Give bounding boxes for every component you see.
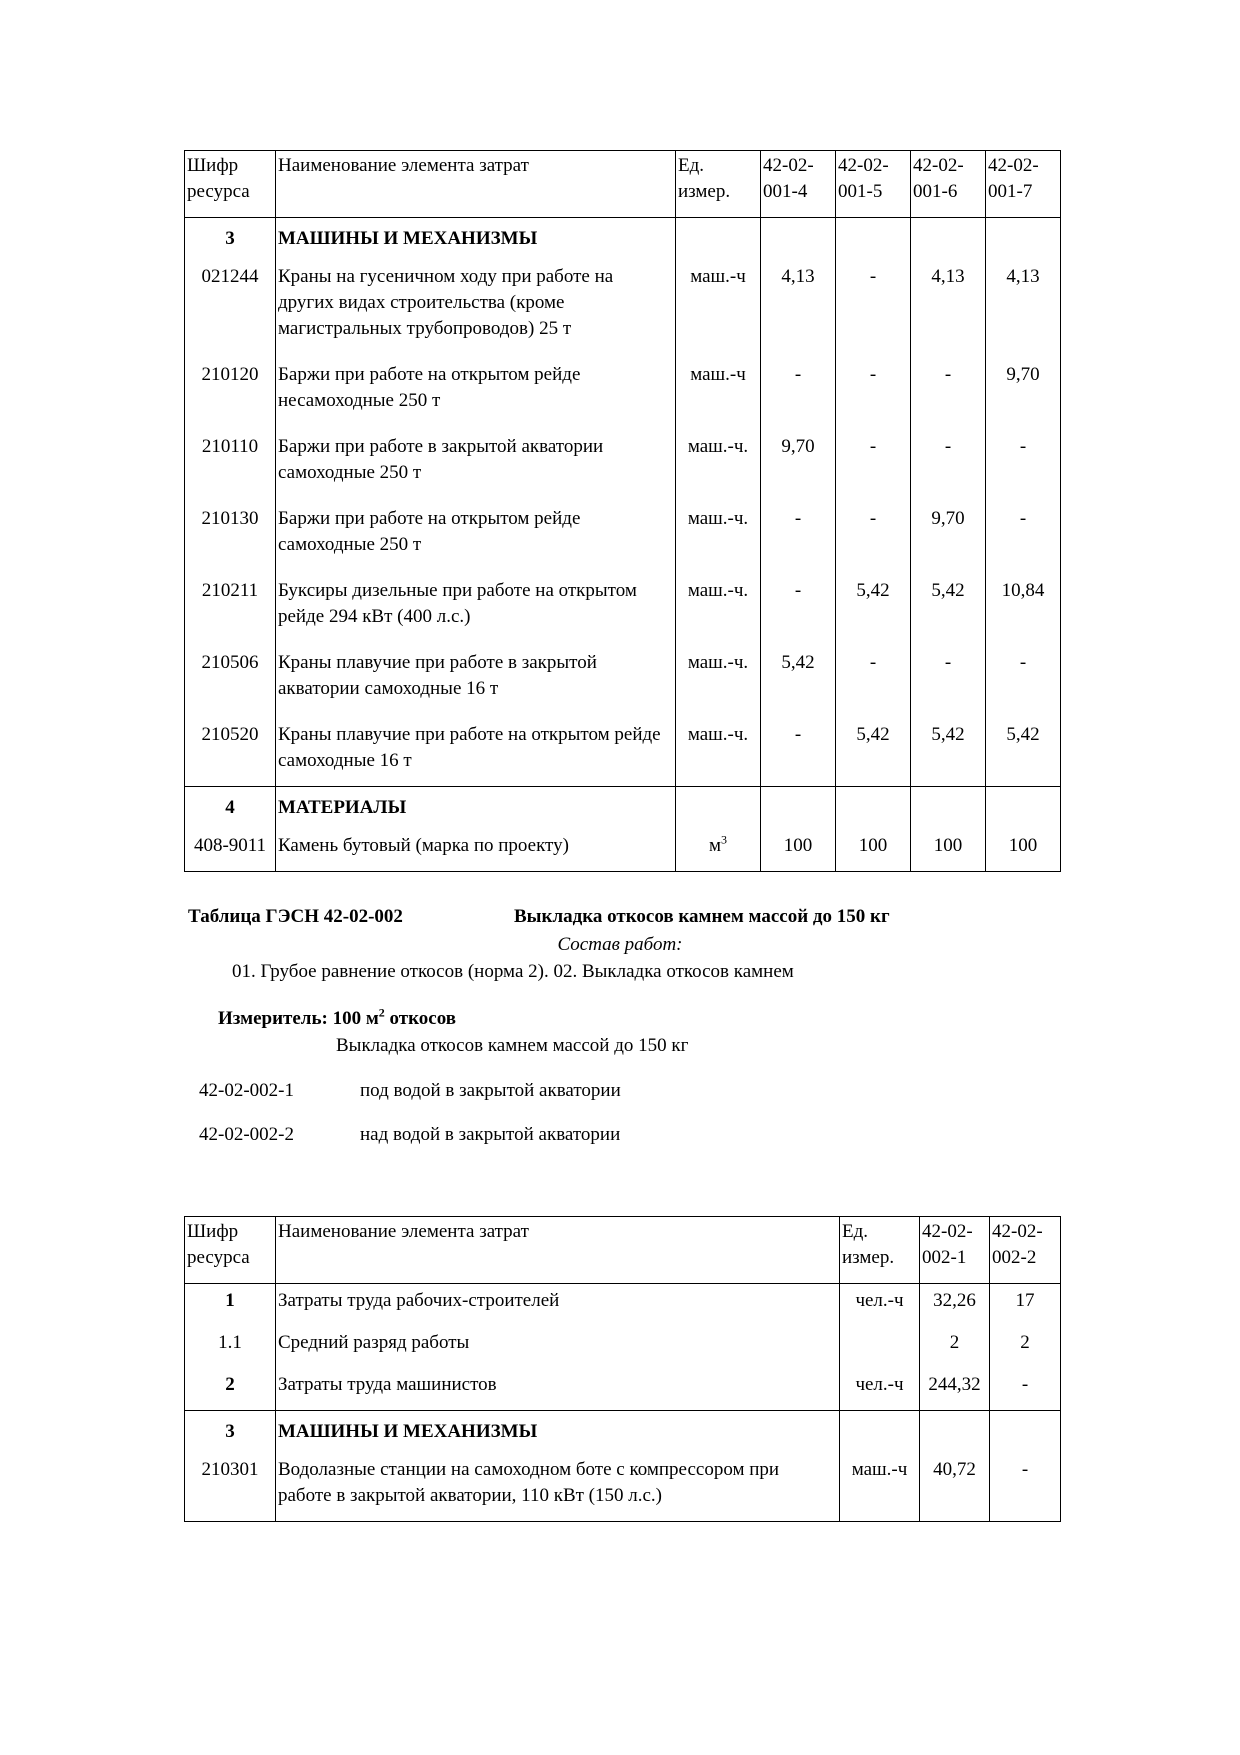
resource-name: Баржи при работе на открытом рейде самоходные 250 т — [276, 502, 676, 574]
value-cell: 5,42 — [986, 718, 1061, 787]
table-row — [185, 1368, 1061, 1411]
value-cell: - — [986, 646, 1061, 718]
header-name: Наименование элемента затрат — [276, 1217, 840, 1284]
resource-name: Водолазные станции на самоходном боте с компрессором при работе в закрытой акватории, 110 кВт (150 л.с.) — [276, 1453, 840, 1522]
resource-unit: маш.-ч — [676, 260, 761, 358]
resource-name: Камень бутовый (марка по проекту) — [276, 829, 676, 872]
header-col: 42-02-001-7 — [986, 151, 1061, 218]
value-cell: 2 — [990, 1326, 1061, 1368]
unit-base: м — [708, 835, 722, 856]
resource-code: 1 — [185, 1284, 276, 1327]
resource-unit — [676, 829, 761, 872]
resource-code: 210301 — [185, 1453, 276, 1522]
value-cell: - — [761, 574, 836, 646]
resource-code: 210120 — [185, 358, 276, 430]
resource-unit: маш.-ч. — [676, 430, 761, 502]
resource-name: Баржи при работе на открытом рейде несамоходные 250 т — [276, 358, 676, 430]
table-row — [185, 1284, 1061, 1327]
section-number: 4 — [185, 787, 276, 830]
table-row — [185, 260, 1061, 358]
value-cell: 5,42 — [836, 574, 911, 646]
value-cell: 4,13 — [761, 260, 836, 358]
value-cell: - — [836, 646, 911, 718]
value-cell: - — [836, 260, 911, 358]
table-row — [185, 646, 1061, 718]
resource-code: 210211 — [185, 574, 276, 646]
value-cell: - — [911, 646, 986, 718]
resource-unit: маш.-ч. — [676, 502, 761, 574]
header-name: Наименование элемента затрат — [276, 151, 676, 218]
table-label: Таблица ГЭСН 42-02-002 — [188, 906, 403, 927]
section-row — [185, 1411, 1061, 1454]
resource-unit: чел.-ч — [840, 1368, 920, 1411]
table-row — [185, 718, 1061, 787]
header-col: 42-02-001-4 — [761, 151, 836, 218]
resource-name: Затраты труда машинистов — [276, 1368, 840, 1411]
value-cell: - — [761, 358, 836, 430]
resource-name: Буксиры дизельные при работе на открытом рейде 294 кВт (400 л.с.) — [276, 574, 676, 646]
value-cell: 5,42 — [911, 574, 986, 646]
resource-name: Баржи при работе в закрытой акватории самоходные 250 т — [276, 430, 676, 502]
header-col: 42-02-001-5 — [836, 151, 911, 218]
value-cell: - — [986, 430, 1061, 502]
value-cell: - — [986, 502, 1061, 574]
resource-code: 210110 — [185, 430, 276, 502]
header-unit: Ед. измер. — [840, 1217, 920, 1284]
table-header-row — [185, 151, 1061, 218]
table-row — [185, 1326, 1061, 1368]
header-code: Шифр ресурса — [185, 1217, 276, 1284]
value-cell: - — [990, 1368, 1061, 1411]
measure-superscript: 2 — [378, 1005, 385, 1020]
table-title: Выкладка откосов камнем массой до 150 кг — [514, 906, 890, 927]
resource-unit: маш.-ч — [840, 1453, 920, 1522]
value-cell: 32,26 — [920, 1284, 990, 1327]
value-cell: 40,72 — [920, 1453, 990, 1522]
resource-code: 210130 — [185, 502, 276, 574]
resource-code: 210506 — [185, 646, 276, 718]
unit-superscript: 3 — [721, 832, 728, 847]
header-code: Шифр ресурса — [185, 151, 276, 218]
resource-name: Средний разряд работы — [276, 1326, 840, 1368]
section-number: 3 — [185, 218, 276, 261]
value-cell: - — [836, 502, 911, 574]
resource-unit: маш.-ч. — [676, 574, 761, 646]
resource-name: Краны на гусеничном ходу при работе на других видах строительства (кроме магистральных трубопроводов) 25 т — [276, 260, 676, 358]
resource-name: Затраты труда рабочих-строителей — [276, 1284, 840, 1327]
item-code: 42-02-002-1 — [199, 1080, 294, 1101]
value-cell: 9,70 — [986, 358, 1061, 430]
item-text: над водой в закрытой акватории — [360, 1124, 621, 1145]
resource-name: Краны плавучие при работе на открытом рейде самоходные 16 т — [276, 718, 676, 787]
value-cell: - — [761, 502, 836, 574]
table-row — [185, 430, 1061, 502]
resource-unit: маш.-ч. — [676, 718, 761, 787]
subtitle: Выкладка откосов камнем массой до 150 кг — [336, 1035, 689, 1056]
value-cell: 2 — [920, 1326, 990, 1368]
table-row — [185, 502, 1061, 574]
resource-table-42-02-002 — [184, 1216, 1061, 1522]
resource-unit: чел.-ч — [840, 1284, 920, 1327]
value-cell: - — [911, 358, 986, 430]
value-cell: - — [761, 718, 836, 787]
header-col: 42-02-002-1 — [920, 1217, 990, 1284]
resource-code: 2 — [185, 1368, 276, 1411]
item-text: под водой в закрытой акватории — [360, 1080, 621, 1101]
resource-unit — [840, 1326, 920, 1368]
resource-code: 1.1 — [185, 1326, 276, 1368]
measure-suffix: откосов — [384, 1008, 457, 1029]
table-row — [185, 574, 1061, 646]
value-cell: 9,70 — [911, 502, 986, 574]
resource-code: 021244 — [185, 260, 276, 358]
section-row — [185, 787, 1061, 830]
table-row — [185, 1453, 1061, 1522]
value-cell: 9,70 — [761, 430, 836, 502]
value-cell: 5,42 — [911, 718, 986, 787]
table-row — [185, 829, 1061, 872]
value-cell: - — [836, 430, 911, 502]
work-text: 01. Грубое равнение откосов (норма 2). 02. Выкладка откосов камнем — [232, 961, 794, 982]
value-cell: 5,42 — [761, 646, 836, 718]
resource-unit: маш.-ч — [676, 358, 761, 430]
section-row — [185, 218, 1061, 261]
header-col: 42-02-001-6 — [911, 151, 986, 218]
value-cell: 100 — [836, 829, 911, 872]
value-cell: 4,13 — [986, 260, 1061, 358]
work-heading: Состав работ: — [557, 934, 683, 955]
table-row — [185, 358, 1061, 430]
value-cell: - — [911, 430, 986, 502]
section-number: 3 — [185, 1411, 276, 1454]
item-code: 42-02-002-2 — [199, 1124, 294, 1145]
resource-name: Краны плавучие при работе в закрытой акватории самоходные 16 т — [276, 646, 676, 718]
value-cell: 100 — [761, 829, 836, 872]
value-cell: - — [990, 1453, 1061, 1522]
resource-table-42-02-001 — [184, 150, 1061, 872]
value-cell: 17 — [990, 1284, 1061, 1327]
value-cell: 100 — [986, 829, 1061, 872]
measure-line — [218, 1005, 457, 1030]
value-cell: - — [836, 358, 911, 430]
table-header-row — [185, 1217, 1061, 1284]
section-title: МАШИНЫ И МЕХАНИЗМЫ — [276, 1411, 840, 1454]
resource-code: 408-9011 — [185, 829, 276, 872]
measure-prefix: Измеритель: 100 м — [218, 1008, 379, 1029]
header-unit: Ед. измер. — [676, 151, 761, 218]
header-col: 42-02-002-2 — [990, 1217, 1061, 1284]
section-title: МАШИНЫ И МЕХАНИЗМЫ — [276, 218, 676, 261]
value-cell: 10,84 — [986, 574, 1061, 646]
resource-unit: маш.-ч. — [676, 646, 761, 718]
value-cell: 244,32 — [920, 1368, 990, 1411]
value-cell: 5,42 — [836, 718, 911, 787]
resource-code: 210520 — [185, 718, 276, 787]
section-title: МАТЕРИАЛЫ — [276, 787, 676, 830]
value-cell: 100 — [911, 829, 986, 872]
value-cell: 4,13 — [911, 260, 986, 358]
